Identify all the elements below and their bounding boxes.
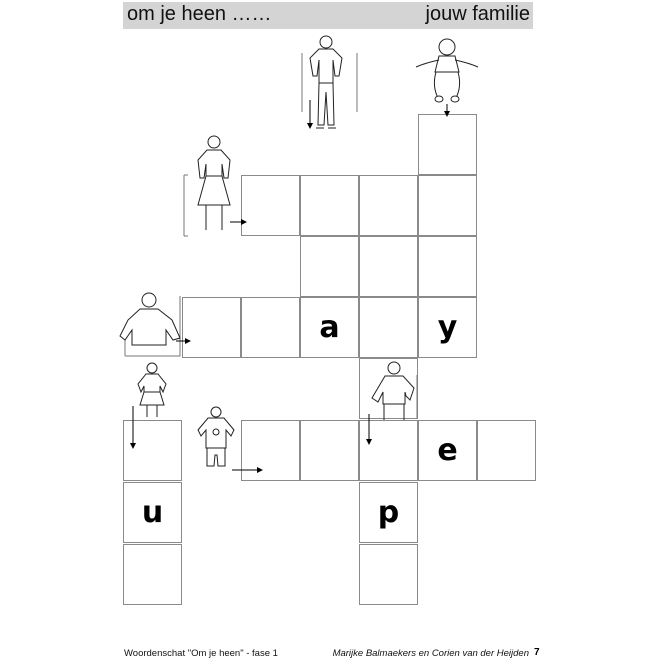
- footer-source: Woordenschat "Om je heen" - fase 1: [124, 648, 278, 659]
- grandfather-figure: [369, 362, 417, 444]
- page-title: om je heen ……: [127, 3, 272, 25]
- crossword-cell[interactable]: y: [418, 297, 477, 358]
- crossword-cell[interactable]: a: [300, 297, 359, 358]
- crossword-cell[interactable]: u: [123, 482, 182, 543]
- page-number: 7: [534, 647, 540, 658]
- crossword-cell[interactable]: e: [418, 420, 477, 481]
- sister-figure: [133, 363, 166, 448]
- crossword-cell[interactable]: p: [359, 482, 418, 543]
- page-theme: jouw familie: [425, 3, 530, 25]
- grandmother-figure: [120, 293, 190, 356]
- footer-authors: Marijke Balmaekers en Corien van der Heijden: [332, 648, 529, 659]
- brother-figure: [198, 407, 262, 470]
- baby-figure: [416, 39, 478, 116]
- father-figure: [302, 36, 357, 128]
- mother-figure: [184, 136, 246, 236]
